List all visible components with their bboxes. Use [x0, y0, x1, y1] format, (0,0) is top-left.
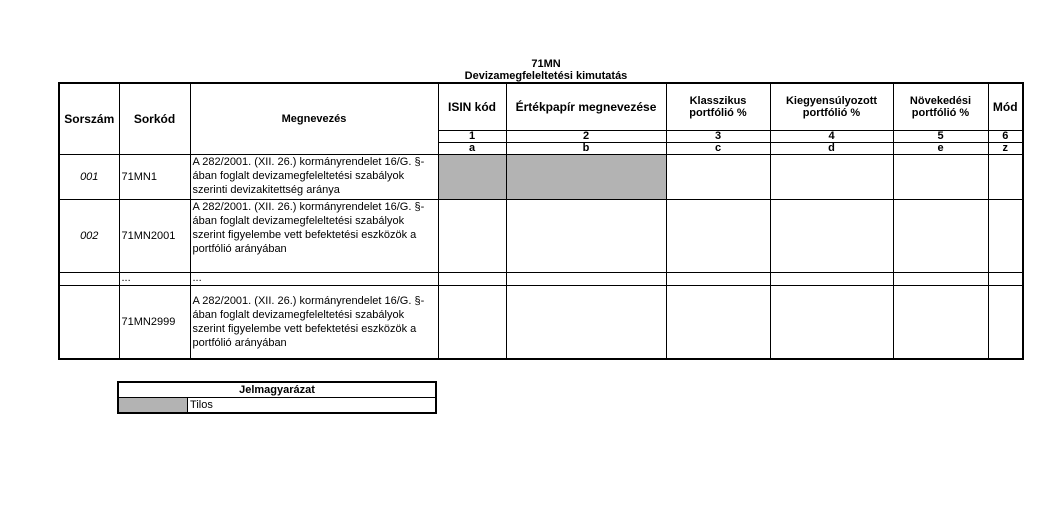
header-isin: ISIN kód: [438, 83, 506, 130]
data-cell[interactable]: [438, 285, 506, 359]
header-mod: Mód: [988, 83, 1023, 130]
column-letter: b: [506, 142, 666, 154]
data-cell[interactable]: [988, 285, 1023, 359]
header-megnevezes: Megnevezés: [190, 83, 438, 154]
column-number: 3: [666, 130, 770, 142]
legend-title: Jelmagyarázat: [118, 382, 436, 398]
row-serial: 001: [59, 154, 119, 199]
column-letter: d: [770, 142, 893, 154]
row-serial: [59, 272, 119, 285]
column-number: 1: [438, 130, 506, 142]
row-code: ...: [119, 272, 190, 285]
data-cell[interactable]: [666, 272, 770, 285]
legend-label: Tilos: [188, 398, 436, 414]
data-cell[interactable]: [666, 154, 770, 199]
table-row: [59, 272, 1023, 285]
column-letter: z: [988, 142, 1023, 154]
table-row: [59, 285, 1023, 359]
data-cell[interactable]: [988, 154, 1023, 199]
data-cell[interactable]: [770, 272, 893, 285]
column-letter: c: [666, 142, 770, 154]
column-number: 6: [988, 130, 1023, 142]
data-cell[interactable]: [438, 272, 506, 285]
data-cell[interactable]: [893, 285, 988, 359]
data-cell[interactable]: [770, 154, 893, 199]
table-row: [59, 154, 1023, 199]
data-cell[interactable]: [893, 272, 988, 285]
column-number: 4: [770, 130, 893, 142]
forbidden-cell: [438, 154, 506, 199]
data-cell[interactable]: [893, 199, 988, 272]
legend-swatch: [118, 398, 188, 414]
column-letter: a: [438, 142, 506, 154]
data-cell[interactable]: [666, 199, 770, 272]
column-number: 5: [893, 130, 988, 142]
header-kiegyensulyozott: Kiegyensúlyozott portfólió %: [770, 83, 893, 130]
data-cell[interactable]: [893, 154, 988, 199]
data-cell[interactable]: [506, 199, 666, 272]
legend: [117, 381, 437, 414]
header-novekedesi: Növekedési portfólió %: [893, 83, 988, 130]
row-serial: 002: [59, 199, 119, 272]
forbidden-cell: [506, 154, 666, 199]
header-sorszam: Sorszám: [59, 83, 119, 154]
data-cell[interactable]: [988, 199, 1023, 272]
main-table: [58, 82, 1024, 360]
header-sorkod: Sorkód: [119, 83, 190, 154]
header-klasszikus: Klasszikus portfólió %: [666, 83, 770, 130]
data-cell[interactable]: [770, 285, 893, 359]
row-serial: [59, 285, 119, 359]
row-description: ...: [190, 272, 438, 285]
row-description: A 282/2001. (XII. 26.) kormányrendelet 16/G. §-ában foglalt devizamegfeleltetési szabályok szerint figyelembe vett befektetési eszközök a portfólió arányában: [190, 199, 438, 272]
data-cell[interactable]: [666, 285, 770, 359]
row-code: 71MN2999: [119, 285, 190, 359]
table-row: [59, 199, 1023, 272]
data-cell[interactable]: [988, 272, 1023, 285]
row-description: A 282/2001. (XII. 26.) kormányrendelet 16/G. §-ában foglalt devizamegfeleltetési szabályok szerint figyelembe vett befektetési eszközök a portfólió arányában: [190, 285, 438, 359]
row-code: 71MN2001: [119, 199, 190, 272]
header-ertekpapir: Értékpapír megnevezése: [506, 83, 666, 130]
column-letter: e: [893, 142, 988, 154]
data-cell[interactable]: [506, 285, 666, 359]
data-cell[interactable]: [506, 272, 666, 285]
report-code: 71MN: [531, 58, 561, 70]
data-cell[interactable]: [770, 199, 893, 272]
data-cell[interactable]: [438, 199, 506, 272]
report-title: Devizamegfeleltetési kimutatás: [464, 70, 628, 82]
row-code: 71MN1: [119, 154, 190, 199]
row-description: A 282/2001. (XII. 26.) kormányrendelet 16/G. §-ában foglalt devizamegfeleltetési szabályok szerinti devizakitettség aránya: [190, 154, 438, 199]
column-number: 2: [506, 130, 666, 142]
